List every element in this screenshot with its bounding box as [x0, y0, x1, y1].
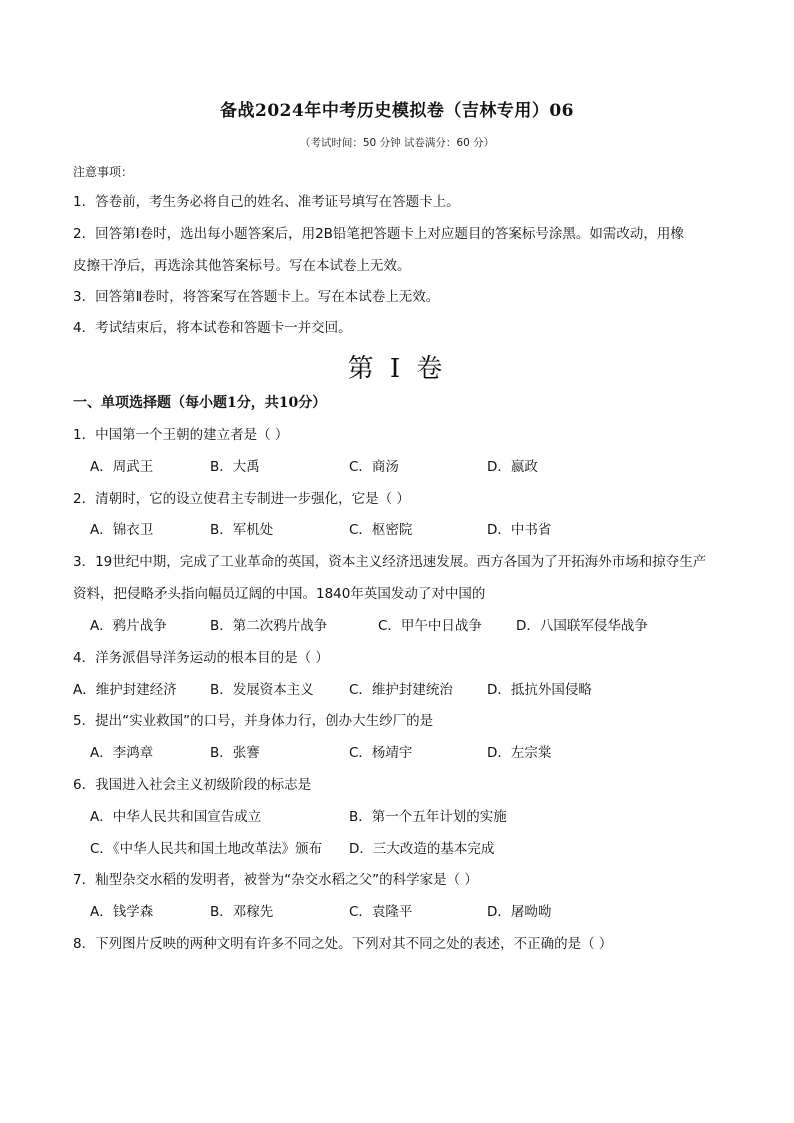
question-5-stem: 5．提出“实业救国”的口号，并身体力行，创办大生纱厂的是	[73, 713, 434, 729]
question-3-stem: 3．19世纪中期，完成了工业革命的英国，资本主义经济迅速发展。西方各国为了开拓海外市场和掠夺生产	[73, 554, 707, 570]
question-1-option-a: A．周武王	[90, 459, 154, 475]
question-6-option-c: C．《中华人民共和国土地改革法》颁布	[90, 841, 323, 857]
question-4-option-c: C．维护封建统治	[349, 682, 453, 698]
question-1-option-d: D．嬴政	[487, 459, 538, 475]
question-5-option-c: C．杨靖宇	[349, 745, 413, 761]
volume-title: 第 I 卷	[347, 354, 447, 384]
question-5-option-a: A．李鸿章	[90, 745, 154, 761]
question-4-option-b: B．发展资本主义	[210, 682, 314, 698]
question-6-option-a: A．中华人民共和国宣告成立	[90, 809, 262, 825]
question-8-stem: 8．下列图片反映的两种文明有许多不同之处。下列对其不同之处的表述，不正确的是（ ）	[73, 936, 613, 952]
notice-item-2-cont: 皮擦干净后，再选涂其他答案标号。写在本试卷上无效。	[73, 258, 411, 274]
question-6-option-b: B．第一个五年计划的实施	[349, 809, 507, 825]
notice-item-3: 3．回答第Ⅱ卷时，将答案写在答题卡上。写在本试卷上无效。	[73, 289, 440, 305]
question-1-option-c: C．商汤	[349, 459, 399, 475]
notice-item-1: 1．答卷前，考生务必将自己的姓名、准考证号填写在答题卡上。	[73, 194, 460, 210]
question-3-option-d: D．八国联军侵华战争	[516, 618, 648, 634]
question-1-option-b: B．大禹	[210, 459, 260, 475]
question-4-stem: 4．洋务派倡导洋务运动的根本目的是（ ）	[73, 650, 329, 666]
section-title: 一、单项选择题（每小题1分，共10分）	[73, 395, 327, 411]
question-2-option-a: A．锦衣卫	[90, 522, 154, 538]
notice-item-4: 4．考试结束后，将本试卷和答题卡一并交回。	[73, 320, 352, 336]
question-6-stem: 6．我国进入社会主义初级阶段的标志是	[73, 777, 312, 793]
question-2-option-b: B．军机处	[210, 522, 274, 538]
question-6-option-d: D．三大改造的基本完成	[349, 841, 495, 857]
question-2-option-d: D．中书省	[487, 522, 552, 538]
notice-heading: 注意事项：	[73, 165, 134, 179]
question-7-option-a: A．钱学森	[90, 904, 154, 920]
question-2-option-c: C．枢密院	[349, 522, 413, 538]
question-4-option-d: D．抵抗外国侵略	[487, 682, 592, 698]
question-3-option-b: B．第二次鸦片战争	[210, 618, 328, 634]
exam-subtitle: （考试时间：50 分钟 试卷满分：60 分）	[299, 137, 495, 149]
question-1-stem: 1．中国第一个王朝的建立者是（ ）	[73, 427, 289, 443]
question-7-stem: 7．籼型杂交水稻的发明者，被誉为“杂交水稻之父”的科学家是（ ）	[73, 872, 478, 888]
notice-item-2: 2．回答第Ⅰ卷时，选出每小题答案后，用2B铅笔把答题卡上对应题目的答案标号涂黑。如需改动，用橡	[73, 226, 684, 242]
question-5-option-d: D．左宗棠	[487, 745, 552, 761]
question-3-option-a: A．鸦片战争	[90, 618, 167, 634]
question-3-stem-cont: 资料，把侵略矛头指向幅员辽阔的中国。1840年英国发动了对中国的	[73, 586, 486, 602]
question-7-option-d: D．屠呦呦	[487, 904, 552, 920]
question-3-option-c: C．甲午中日战争	[378, 618, 482, 634]
question-2-stem: 2．清朝时，它的设立使君主专制进一步强化，它是（ ）	[73, 491, 410, 507]
question-7-option-c: C．袁隆平	[349, 904, 413, 920]
exam-title: 备战2024年中考历史模拟卷（吉林专用）06	[220, 101, 574, 121]
question-4-option-a: A．维护封建经济	[73, 682, 177, 698]
question-5-option-b: B．张謇	[210, 745, 260, 761]
question-7-option-b: B．邓稼先	[210, 904, 274, 920]
